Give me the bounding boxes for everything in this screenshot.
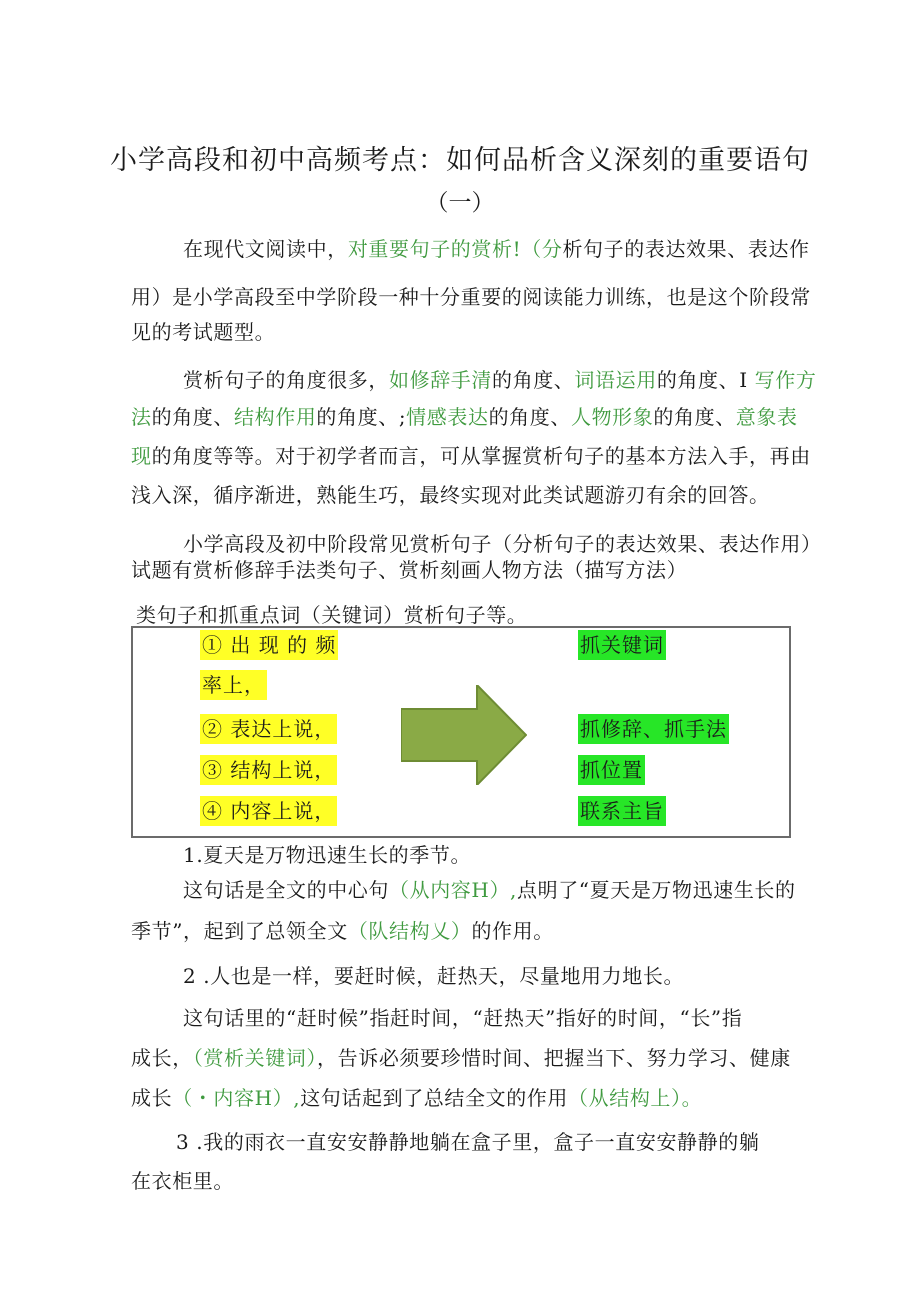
angle-frequency: ① 出 现 的 频 — [200, 630, 338, 660]
p1-line2: 用）是小学高段至中学阶段一种十分重要的阅读能力训练，也是这个阶段常 — [131, 285, 811, 309]
p1-line1: 在现代文阅读中，对重要句子的赏析!（分析句子的表达效果、表达作 — [183, 237, 810, 261]
ex2-sentence: 2 .人也是一样，要赶时候，赶热天，尽量地用力地长。 — [183, 964, 685, 988]
p2-line3: 现的角度等等。对于初学者而言，可从掌握赏析句子的基本方法入手，再由 — [131, 444, 811, 468]
page-title: 小学高段和初中高频考点：如何品析含义深刻的重要语句 — [110, 145, 810, 176]
angle-frequency-cont: 率上， — [200, 670, 267, 700]
angle-expression: ② 表达上说， — [200, 714, 337, 744]
p3-line1: 小学高段及初中阶段常见赏析句子（分析句子的表达效果、表达作用） — [183, 532, 822, 556]
page-subtitle: （一） — [425, 190, 495, 216]
method-theme: 联系主旨 — [578, 796, 666, 826]
ex2-line1: 这句话里的“赶时候”指赶时间，“赶热天”指好的时间，“长”指 — [183, 1006, 743, 1030]
ex3-line1: 3 .我的雨衣一直安安静静地躺在盒子里，盒子一直安安静静的躺 — [176, 1130, 760, 1154]
ex2-line2: 成长，（赏析关键词），告诉必须要珍惜时间、把握当下、努力学习、健康 — [131, 1046, 791, 1070]
method-rhetoric: 抓修辞、抓手法 — [578, 714, 729, 744]
p3-line3: 类句子和抓重点词（关键词）赏析句子等。 — [136, 603, 528, 627]
method-diagram — [131, 626, 791, 838]
ex1-line2: 季节”，起到了总领全文（队结构乂）的作用。 — [131, 919, 554, 943]
method-position: 抓位置 — [578, 755, 645, 785]
ex1-sentence: 1.夏天是万物迅速生长的季节。 — [183, 843, 472, 867]
angle-content: ④ 内容上说， — [200, 796, 337, 826]
p2-line4: 浅入深，循序渐进，熟能生巧，最终实现对此类试题游刃有余的回答。 — [131, 483, 770, 507]
p1-line3: 见的考试题型。 — [131, 320, 276, 344]
p2-line1: 赏析句子的角度很多，如修辞手清的角度、词语运用的角度、I 写作方 — [183, 368, 817, 392]
ex2-line3: 成长（・内容H）,这句话起到了总结全文的作用（从结构上）。 — [131, 1086, 703, 1110]
method-keywords: 抓关键词 — [578, 630, 666, 660]
right-arrow-icon — [401, 685, 527, 785]
ex1-line1: 这句话是全文的中心句（从内容H）,点明了“夏天是万物迅速生长的 — [183, 878, 796, 902]
p2-line2: 法的角度、结构作用的角度、;情感表达的角度、人物形象的角度、意象表 — [131, 405, 798, 429]
p3-line2: 试题有赏析修辞手法类句子、赏析刻画人物方法（描写方法） — [131, 558, 688, 582]
angle-structure: ③ 结构上说， — [200, 755, 337, 785]
ex3-line2: 在衣柜里。 — [131, 1169, 234, 1193]
